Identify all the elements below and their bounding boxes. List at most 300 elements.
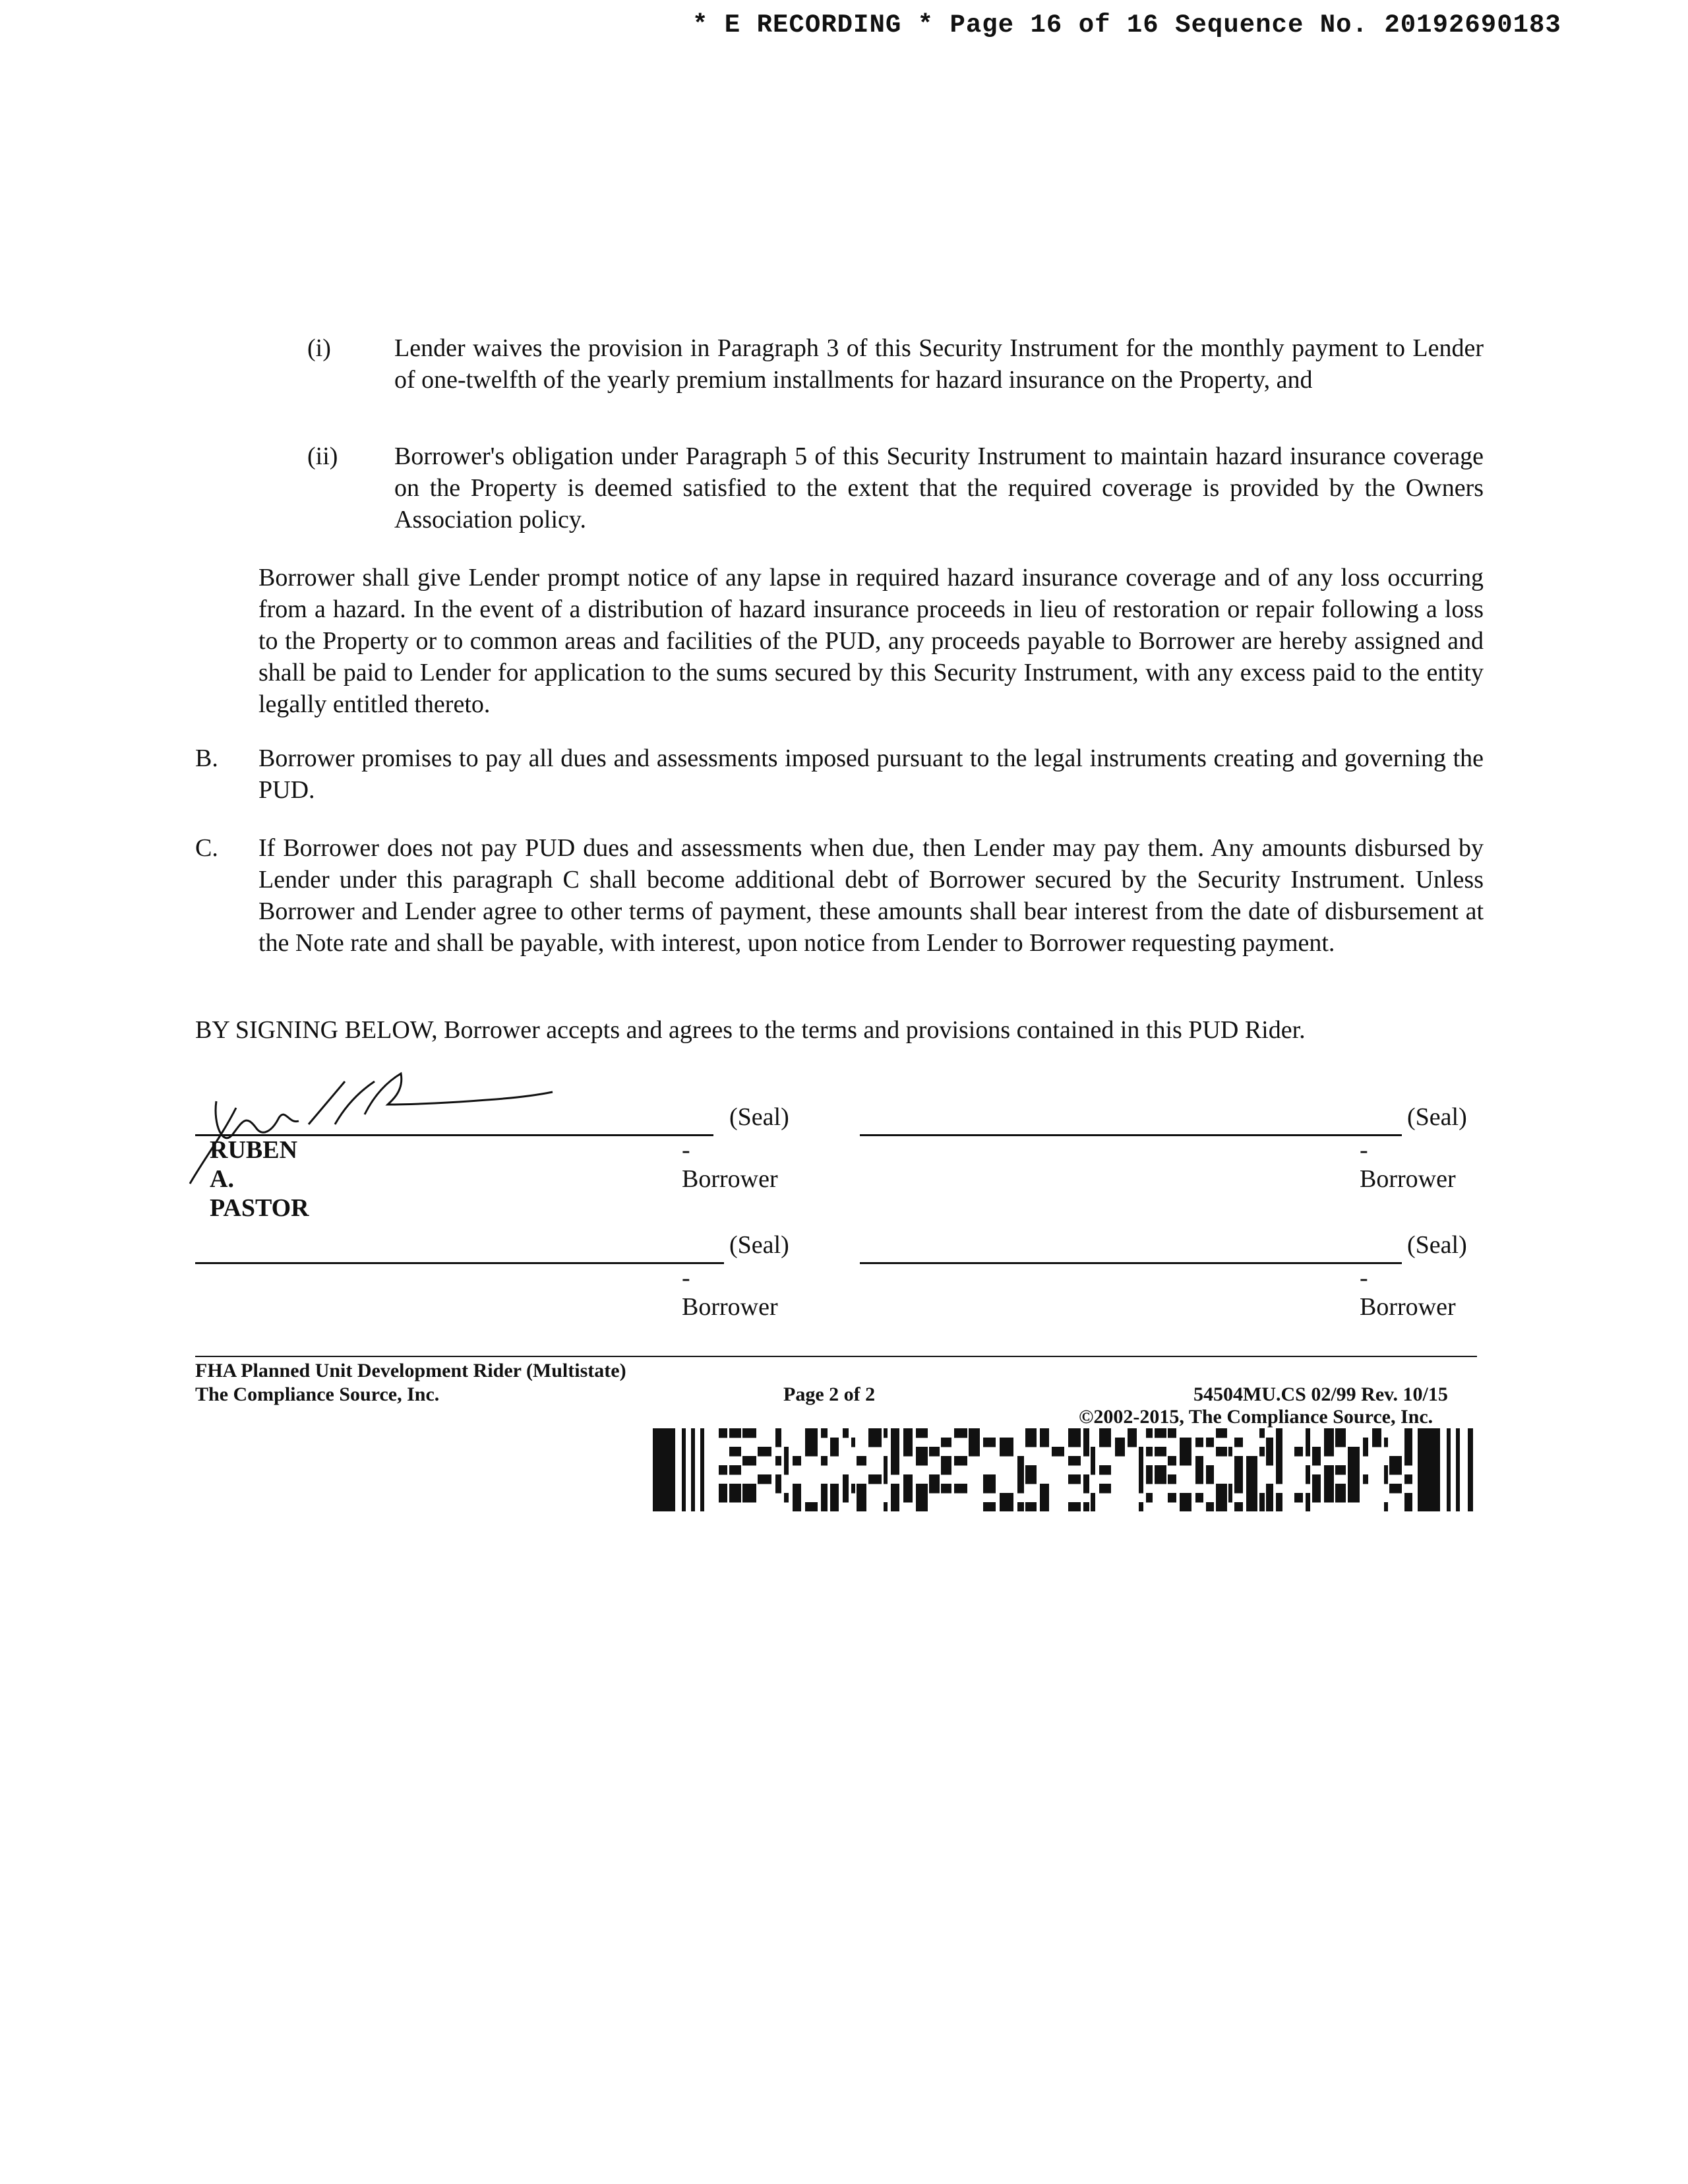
barcode-module [969,1438,980,1447]
barcode-module [830,1484,839,1494]
barcode-module [1384,1502,1388,1511]
barcode-module [1384,1438,1388,1447]
barcode-module [954,1428,967,1438]
barcode-module [916,1428,928,1438]
barcode-module [1091,1465,1095,1475]
barcode-module [969,1447,980,1457]
barcode-module [1447,1428,1451,1511]
barcode-module [1228,1493,1232,1503]
barcode-module [1312,1456,1321,1466]
barcode-module [983,1502,996,1511]
barcode-module [843,1493,849,1503]
barcode-module [1168,1428,1176,1438]
barcode-module [1000,1447,1013,1457]
barcode-module [1234,1484,1243,1494]
barcode-module [1128,1428,1137,1438]
barcode-module [903,1474,913,1484]
signing-statement: BY SIGNING BELOW, Borrower accepts and agrees to the terms and provisions contained in this PUD Rider. [195,1016,1306,1044]
borrower-label: -Borrower [1360,1264,1456,1321]
barcode-module [1389,1484,1402,1494]
barcode-module [843,1474,849,1484]
barcode-module [1180,1493,1191,1503]
barcode-module [929,1447,940,1457]
barcode-module [1040,1428,1049,1438]
barcode-module [891,1447,899,1457]
barcode-module [843,1428,849,1438]
barcode-module [929,1474,940,1484]
barcode-module [1180,1456,1191,1466]
barcode-module [1335,1438,1346,1447]
barcode-module [903,1484,913,1494]
barcode-module [1259,1493,1265,1503]
barcode-module [1363,1447,1368,1457]
barcode-module [1312,1474,1321,1484]
barcode-module [775,1474,781,1484]
barcode-module [1348,1474,1360,1484]
item-text: Lender waives the provision in Paragraph 3 of this Security Instrument for the monthly payment to Lender of one-twelfth of the yearly premium installments for hazard insurance on the Property, and [394,334,1484,394]
barcode-module [1139,1447,1143,1457]
barcode-module [1372,1438,1381,1447]
barcode-module [891,1465,899,1475]
barcode-module [700,1428,704,1511]
barcode-module [1306,1438,1310,1447]
barcode-module [1139,1456,1143,1466]
barcode-module [1025,1502,1037,1511]
barcode-module [1384,1465,1388,1475]
barcode-module [784,1465,789,1475]
barcode-module [1040,1484,1049,1494]
pdf417-barcode [653,1428,1477,1511]
seal-label: (Seal) [1407,1231,1467,1259]
barcode-module [1259,1428,1265,1438]
barcode-module [1068,1428,1081,1438]
barcode-module [1040,1493,1049,1503]
barcode-module [1068,1474,1081,1484]
barcode-module [793,1493,801,1503]
barcode-module [1139,1484,1143,1494]
barcode-module [941,1484,951,1494]
barcode-module [1206,1438,1214,1447]
barcode-module [1266,1438,1273,1447]
barcode-module [830,1438,839,1447]
barcode-module [805,1447,818,1457]
barcode-module [821,1456,828,1466]
barcode-module [1115,1438,1125,1447]
barcode-module [1306,1474,1310,1484]
barcode-module [1083,1502,1089,1511]
barcode-module [1091,1493,1095,1503]
barcode-module [1017,1465,1024,1475]
barcode-module [1180,1438,1191,1447]
barcode-module [1363,1474,1368,1484]
company-name: The Compliance Source, Inc. [195,1383,440,1405]
barcode-module [784,1456,789,1466]
recording-header: * E RECORDING * Page 16 of 16 Sequence No. 20192690183 [692,11,1561,40]
page-number: Page 2 of 2 [783,1383,876,1405]
barcode-module [857,1484,866,1494]
barcode-module [1276,1474,1282,1484]
barcode-module [719,1493,727,1503]
barcode-module [1312,1484,1321,1494]
barcode-module [929,1484,940,1494]
barcode-module [868,1474,882,1484]
hazard-notice-paragraph: Borrower shall give Lender prompt notice of any lapse in required hazard insurance coverage and of any loss occurring from a hazard. In the event of a distribution of hazard insurance proceeds in lieu of restoration or repair following a loss to the Property or to common areas and facilities of the PUD, any proceeds payable to Borrower are hereby assigned and shall be paid to Lender for application to the sums secured by this Security Instrument, with any excess paid to the entity legally entitled thereto. [258,564,1484,718]
borrower-label: -Borrower [682,1264,778,1321]
barcode-module [1139,1502,1143,1511]
barcode-module [954,1456,967,1466]
barcode-module [857,1493,866,1503]
seal-label: (Seal) [729,1103,789,1131]
barcode-module [1246,1465,1257,1475]
barcode-module [1348,1456,1360,1466]
barcode-module [851,1484,855,1494]
barcode-module [1146,1447,1153,1457]
barcode-module [1276,1456,1282,1466]
barcode-module [1266,1484,1273,1494]
barcode-module [729,1493,741,1503]
barcode-module [884,1465,888,1475]
barcode-module [1083,1428,1089,1438]
barcode-module [1139,1474,1143,1484]
barcode-module [1294,1447,1303,1457]
barcode-module [1418,1428,1440,1511]
barcode-module [891,1456,899,1466]
barcode-module [742,1484,756,1494]
barcode-module [784,1493,789,1503]
barcode-module [843,1484,849,1494]
barcode-module [830,1493,839,1503]
barcode-module [742,1456,756,1466]
barcode-module [805,1438,818,1447]
barcode-module [1312,1493,1321,1503]
barcode-module [1324,1474,1334,1484]
barcode-module [1389,1456,1402,1466]
barcode-module [830,1502,839,1511]
barcode-module [1363,1438,1368,1447]
barcode-module [1017,1484,1024,1494]
barcode-module [1216,1428,1227,1438]
barcode-module [891,1493,899,1503]
barcode-module [1091,1447,1095,1457]
barcode-module [1266,1502,1273,1511]
barcode-module [1146,1465,1153,1475]
barcode-module [1180,1502,1191,1511]
barcode-module [729,1484,741,1494]
barcode-module [1389,1465,1402,1475]
barcode-module [1306,1447,1310,1457]
barcode-module [1017,1502,1024,1511]
form-code: 54504MU.CS 02/99 Rev. 10/15 [1193,1383,1448,1405]
barcode-module [1324,1493,1334,1503]
barcode-module [1294,1493,1303,1503]
barcode-module [1234,1456,1243,1466]
barcode-module [983,1438,996,1447]
barcode-module [1335,1484,1346,1494]
barcode-module [916,1502,928,1511]
barcode-module [969,1428,980,1438]
barcode-module [1216,1493,1227,1503]
barcode-module [1206,1465,1214,1475]
barcode-module [851,1438,855,1447]
barcode-module [1276,1428,1282,1438]
barcode-module [1155,1474,1166,1484]
barcode-module [821,1428,828,1438]
barcode-module [1348,1465,1360,1475]
barcode-module [821,1502,828,1511]
barcode-module [1216,1484,1227,1494]
barcode-module [1083,1484,1089,1494]
barcode-module [868,1438,882,1447]
borrower-label: -Borrower [682,1136,778,1193]
barcode-module [916,1484,928,1494]
barcode-module [719,1465,727,1475]
barcode-module [1228,1447,1232,1457]
barcode-module [941,1438,951,1447]
barcode-module [1195,1456,1203,1466]
barcode-module [1324,1447,1334,1457]
barcode-module [884,1428,888,1438]
barcode-module [1195,1493,1203,1503]
barcode-module [691,1428,695,1511]
barcode-module [891,1502,899,1511]
barcode-module [821,1493,828,1503]
barcode-module [1276,1438,1282,1447]
barcode-module [1206,1474,1214,1484]
barcode-module [830,1447,839,1457]
barcode-module [1335,1493,1346,1503]
barcode-module [1025,1428,1037,1438]
barcode-module [1348,1484,1360,1494]
barcode-module [1306,1465,1310,1475]
barcode-module [758,1447,771,1457]
barcode-module [729,1428,741,1438]
barcode-module [941,1456,951,1466]
barcode-module [1099,1484,1111,1494]
barcode-module [1068,1438,1081,1447]
barcode-module [857,1456,866,1466]
barcode-module [1099,1428,1111,1438]
seal-label: (Seal) [1407,1103,1467,1131]
barcode-module [805,1502,818,1511]
barcode-module [1091,1456,1095,1466]
barcode-module [1139,1465,1143,1475]
barcode-module [1404,1438,1412,1447]
barcode-module [1180,1447,1191,1457]
barcode-module [891,1428,899,1438]
barcode-module [1000,1502,1013,1511]
barcode-module [916,1493,928,1503]
barcode-module [775,1438,781,1447]
barcode-module [775,1428,781,1438]
barcode-module [884,1474,888,1484]
barcode-module [1468,1428,1473,1511]
barcode-module [983,1484,996,1494]
barcode-module [682,1428,686,1511]
barcode-module [729,1447,741,1457]
barcode-module [821,1484,828,1494]
barcode-module [1246,1474,1257,1484]
barcode-module [653,1428,675,1511]
barcode-module [1312,1447,1321,1457]
barcode-module [891,1484,899,1494]
barcode-module [1000,1493,1013,1503]
barcode-module [1306,1428,1310,1438]
barcode-module [775,1456,781,1466]
item-number: (i) [307,334,331,362]
signature-line [195,1262,724,1264]
barcode-module [983,1474,996,1484]
barcode-module [1234,1438,1243,1447]
barcode-module [1068,1502,1081,1511]
barcode-module [1040,1502,1049,1511]
barcode-module [1234,1465,1243,1475]
borrower-name: RUBEN A. PASTOR [210,1136,309,1222]
barcode-module [1155,1465,1166,1475]
barcode-module [1324,1438,1334,1447]
barcode-module [1348,1447,1360,1457]
barcode-module [1234,1474,1243,1484]
barcode-module [1206,1502,1214,1511]
barcode-module [1195,1438,1203,1447]
barcode-module [903,1493,913,1503]
barcode-module [1155,1428,1166,1438]
barcode-module [1216,1447,1227,1457]
signature-line [860,1134,1402,1136]
barcode-module [903,1428,913,1438]
barcode-module [1146,1474,1153,1484]
barcode-module [1456,1428,1460,1511]
barcode-module [1099,1438,1111,1447]
barcode-module [1155,1447,1166,1457]
barcode-module [1266,1493,1273,1503]
barcode-module [1348,1493,1360,1503]
barcode-module [891,1438,899,1447]
barcode-module [793,1456,801,1466]
barcode-module [805,1428,818,1438]
barcode-module [784,1447,789,1457]
barcode-module [1195,1465,1203,1475]
barcode-module [1052,1447,1064,1457]
barcode-module [742,1428,756,1438]
barcode-module [719,1484,727,1494]
barcode-module [742,1493,756,1503]
barcode-module [1246,1484,1257,1494]
list-item-ii [307,440,1484,535]
barcode-module [1276,1502,1282,1511]
barcode-module [1404,1428,1412,1438]
barcode-module [1404,1456,1412,1466]
barcode-module [1276,1447,1282,1457]
barcode-module [1335,1428,1346,1438]
barcode-module [1324,1484,1334,1494]
barcode-module [1266,1456,1273,1466]
list-item-c [195,832,1484,959]
signature-line [860,1262,1402,1264]
barcode-module [954,1484,967,1494]
barcode-module [1306,1493,1310,1503]
barcode-module [884,1502,888,1511]
barcode-module [884,1456,888,1466]
barcode-module [903,1447,913,1457]
barcode-module [1246,1502,1257,1511]
form-title: FHA Planned Unit Development Rider (Multistate) [195,1360,626,1381]
barcode-module [1168,1456,1176,1466]
barcode-module [1146,1428,1153,1438]
barcode-module [941,1465,951,1475]
barcode-module [1404,1502,1412,1511]
item-text: Borrower's obligation under Paragraph 5 of this Security Instrument to maintain hazard insurance coverage on the Property is deemed satisfied to the extent that the required coverage is provided by the Owners Association policy. [394,442,1484,533]
item-text: If Borrower does not pay PUD dues and assessments when due, then Lender may pay them. Any amounts disbursed by Lender under this paragraph C shall become additional debt of Borrower secured by the Security Instrument. Unless Borrower and Lender agree to other terms of payment, these amounts shall bear interest from the date of disbursement at the Note rate and shall be payable, with interest, upon notice from Lender to Borrower requesting payment. [258,834,1484,957]
barcode-module [1266,1447,1273,1457]
barcode-module [1025,1474,1037,1484]
barcode-module [903,1438,913,1447]
barcode-module [1168,1493,1176,1503]
barcode-module [758,1474,771,1484]
barcode-module [1017,1456,1024,1466]
barcode-module [1195,1474,1203,1484]
barcode-module [1335,1465,1346,1475]
barcode-module [793,1484,801,1494]
barcode-module [1276,1465,1282,1475]
item-text: Borrower promises to pay all dues and assessments imposed pursuant to the legal instruments creating and governing the PUD. [258,744,1484,804]
barcode-module [1234,1502,1243,1511]
barcode-module [1324,1428,1334,1438]
barcode-module [868,1428,882,1438]
barcode-module [719,1428,727,1438]
barcode-module [1000,1438,1013,1447]
barcode-module [1115,1447,1125,1457]
borrower-label: -Borrower [1360,1136,1456,1193]
barcode-module [1404,1493,1412,1503]
barcode-module [1017,1474,1024,1484]
item-letter: C. [195,834,218,862]
barcode-module [1068,1456,1081,1466]
barcode-module [1228,1484,1232,1494]
barcode-module [793,1502,801,1511]
barcode-module [1025,1465,1037,1475]
barcode-module [1404,1474,1412,1484]
barcode-module [1259,1447,1265,1457]
footer-rule [195,1356,1477,1357]
barcode-module [1083,1447,1089,1457]
barcode-module [1259,1502,1265,1511]
barcode-module [775,1484,781,1494]
barcode-module [1404,1447,1412,1457]
barcode-module [1040,1438,1049,1447]
barcode-module [857,1502,866,1511]
copyright: ©2002-2015, The Compliance Source, Inc. [1079,1406,1433,1428]
barcode-module [1276,1493,1282,1503]
barcode-module [1324,1465,1334,1475]
barcode-module [1246,1456,1257,1466]
barcode-module [1384,1474,1388,1484]
barcode-module [1168,1474,1176,1484]
barcode-module [1306,1502,1310,1511]
barcode-module [916,1447,928,1457]
barcode-module [1216,1502,1227,1511]
item-letter: B. [195,744,218,772]
barcode-module [1083,1438,1089,1447]
item-number: (ii) [307,442,338,470]
barcode-module [729,1465,741,1475]
barcode-module [1099,1465,1111,1475]
barcode-module [1091,1502,1095,1511]
barcode-module [1025,1438,1037,1447]
list-item-i [307,332,1484,396]
barcode-module [1083,1474,1089,1484]
barcode-module [1128,1438,1137,1447]
seal-label: (Seal) [729,1231,789,1259]
